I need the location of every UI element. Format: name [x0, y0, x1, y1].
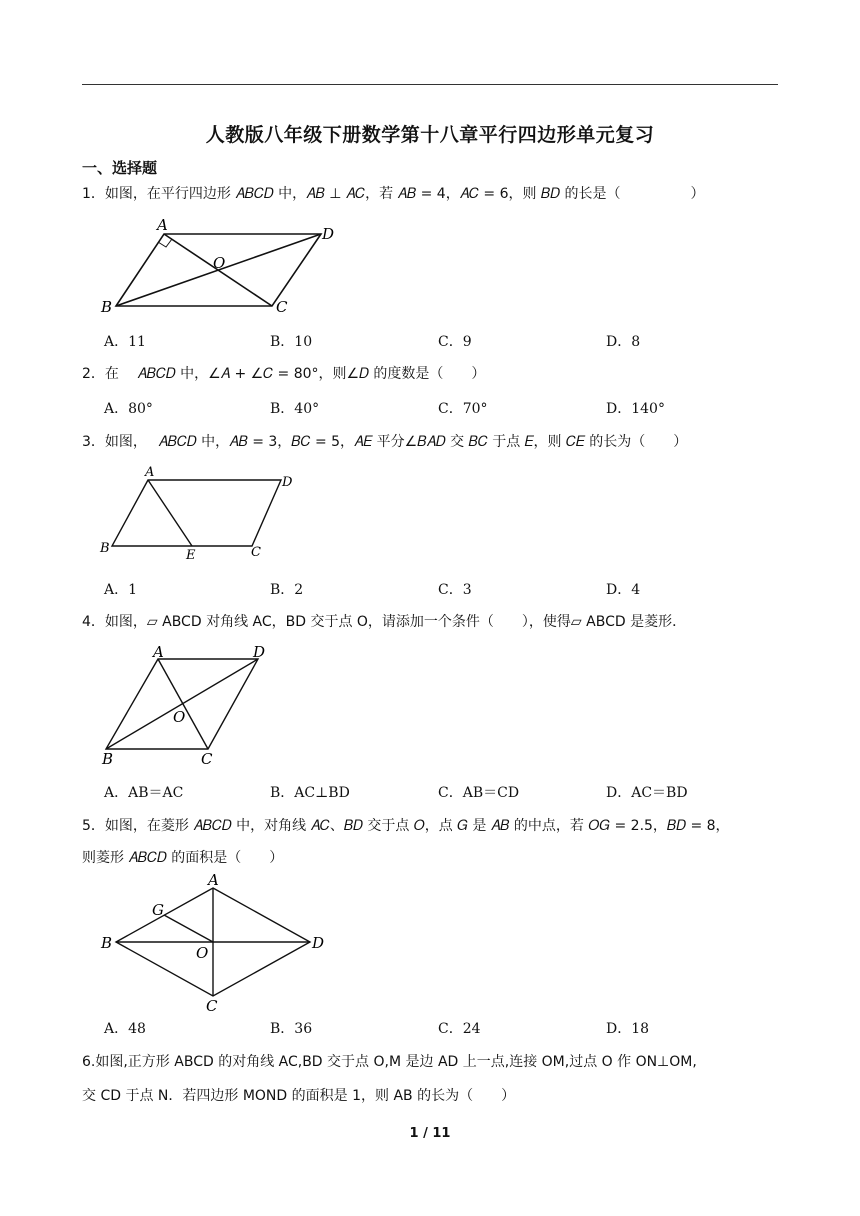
- question-3-figure: [96, 462, 306, 566]
- header-rule: [82, 84, 778, 85]
- q3-label-c: C: [251, 545, 261, 560]
- q3-label-e: E: [186, 548, 196, 563]
- q3-label-a: A: [145, 465, 155, 480]
- q1-label-o: O: [213, 254, 226, 272]
- question-1-text: 1．如图，在平行四边形 𝐴𝐵𝐶𝐷 中，𝐴𝐵 ⊥ 𝐴𝐶，若 𝐴𝐵 = 4，𝐴𝐶 = 6，则 𝐵𝐷 的长是（ ）: [82, 186, 705, 202]
- q2-option-c: C．70°: [438, 401, 488, 417]
- q3-label-d: D: [282, 475, 293, 490]
- section-heading: 一、选择题: [82, 159, 158, 177]
- q1-option-b: B．10: [270, 334, 313, 350]
- q5-label-c: C: [206, 997, 218, 1015]
- q4-label-d: D: [253, 643, 266, 661]
- q3-option-a: A．1: [104, 582, 138, 598]
- q1-label-d: D: [322, 225, 335, 243]
- q4-option-a: A．AB＝AC: [104, 785, 184, 801]
- q5-label-o: O: [196, 944, 209, 962]
- q1-option-c: C．9: [438, 334, 472, 350]
- q5-label-b: B: [101, 934, 113, 952]
- q1-option-d: D．8: [606, 334, 641, 350]
- q5-label-d: D: [312, 934, 325, 952]
- q5-option-c: C．24: [438, 1021, 481, 1037]
- q3-label-b: B: [100, 541, 110, 556]
- q3-option-d: D．4: [606, 582, 641, 598]
- q4-label-c: C: [201, 750, 213, 768]
- q2-option-a: A．80°: [104, 401, 153, 417]
- question-1-figure: [96, 216, 346, 316]
- question-6-line-2: 交 CD 于点 N．若四边形 MOND 的面积是 1，则 AB 的长为（ ）: [82, 1088, 516, 1104]
- question-5-line-2: 则菱形 𝐴𝐵𝐶𝐷 的面积是（ ）: [82, 850, 284, 866]
- question-5-line-1: 5．如图，在菱形 𝐴𝐵𝐶𝐷 中，对角线 𝐴𝐶、𝐵𝐷 交于点 𝑂，点 𝐺 是 𝐴𝐵 的中点，若 𝑂𝐺 = 2.5，𝐵𝐷 = 8，: [82, 818, 730, 834]
- q4-label-o: O: [173, 708, 186, 726]
- q3-option-c: C．3: [438, 582, 472, 598]
- q5-label-a: A: [208, 872, 219, 889]
- q4-option-d: D．AC＝BD: [606, 785, 688, 801]
- q3-option-b: B．2: [270, 582, 304, 598]
- q1-label-b: B: [101, 298, 113, 316]
- q5-option-d: D．18: [606, 1021, 650, 1037]
- q2-option-b: B．40°: [270, 401, 320, 417]
- q4-option-b: B．AC⊥BD: [270, 785, 350, 801]
- q5-option-a: A．48: [104, 1021, 146, 1037]
- q4-label-b: B: [102, 750, 114, 768]
- page-number: 1 / 11: [409, 1126, 451, 1141]
- question-4-figure: [96, 640, 276, 770]
- q1-option-a: A．11: [104, 334, 146, 350]
- q4-option-c: C．AB＝CD: [438, 785, 520, 801]
- question-4-text: 4．如图，▱ ABCD 对角线 AC，BD 交于点 O，请添加一个条件（ ），使得▱ ABCD 是菱形．: [82, 614, 687, 630]
- q5-option-b: B．36: [270, 1021, 313, 1037]
- question-3-text: 3．如图， 𝐴𝐵𝐶𝐷 中，𝐴𝐵 = 3，𝐵𝐶 = 5，𝐴𝐸 平分∠𝐵𝐴𝐷 交 𝐵𝐶 于点 𝐸，则 𝐶𝐸 的长为（ ）: [82, 434, 688, 450]
- document-title: 人教版八年级下册数学第十八章平行四边形单元复习: [205, 124, 655, 146]
- question-5-figure: [96, 872, 336, 1016]
- q5-label-g: G: [152, 901, 164, 919]
- question-2-text: 2．在 𝐴𝐵𝐶𝐷 中，∠𝐴 + ∠𝐶 = 80°，则∠𝐷 的度数是（ ）: [82, 366, 486, 382]
- q1-label-c: C: [276, 298, 288, 316]
- question-6-line-1: 6.如图,正方形 ABCD 的对角线 AC,BD 交于点 O,M 是边 AD 上一点,连接 OM,过点 O 作 ON⊥OM,: [82, 1054, 697, 1070]
- q2-option-d: D．140°: [606, 401, 665, 417]
- q4-label-a: A: [153, 643, 164, 661]
- q1-label-a: A: [157, 216, 168, 234]
